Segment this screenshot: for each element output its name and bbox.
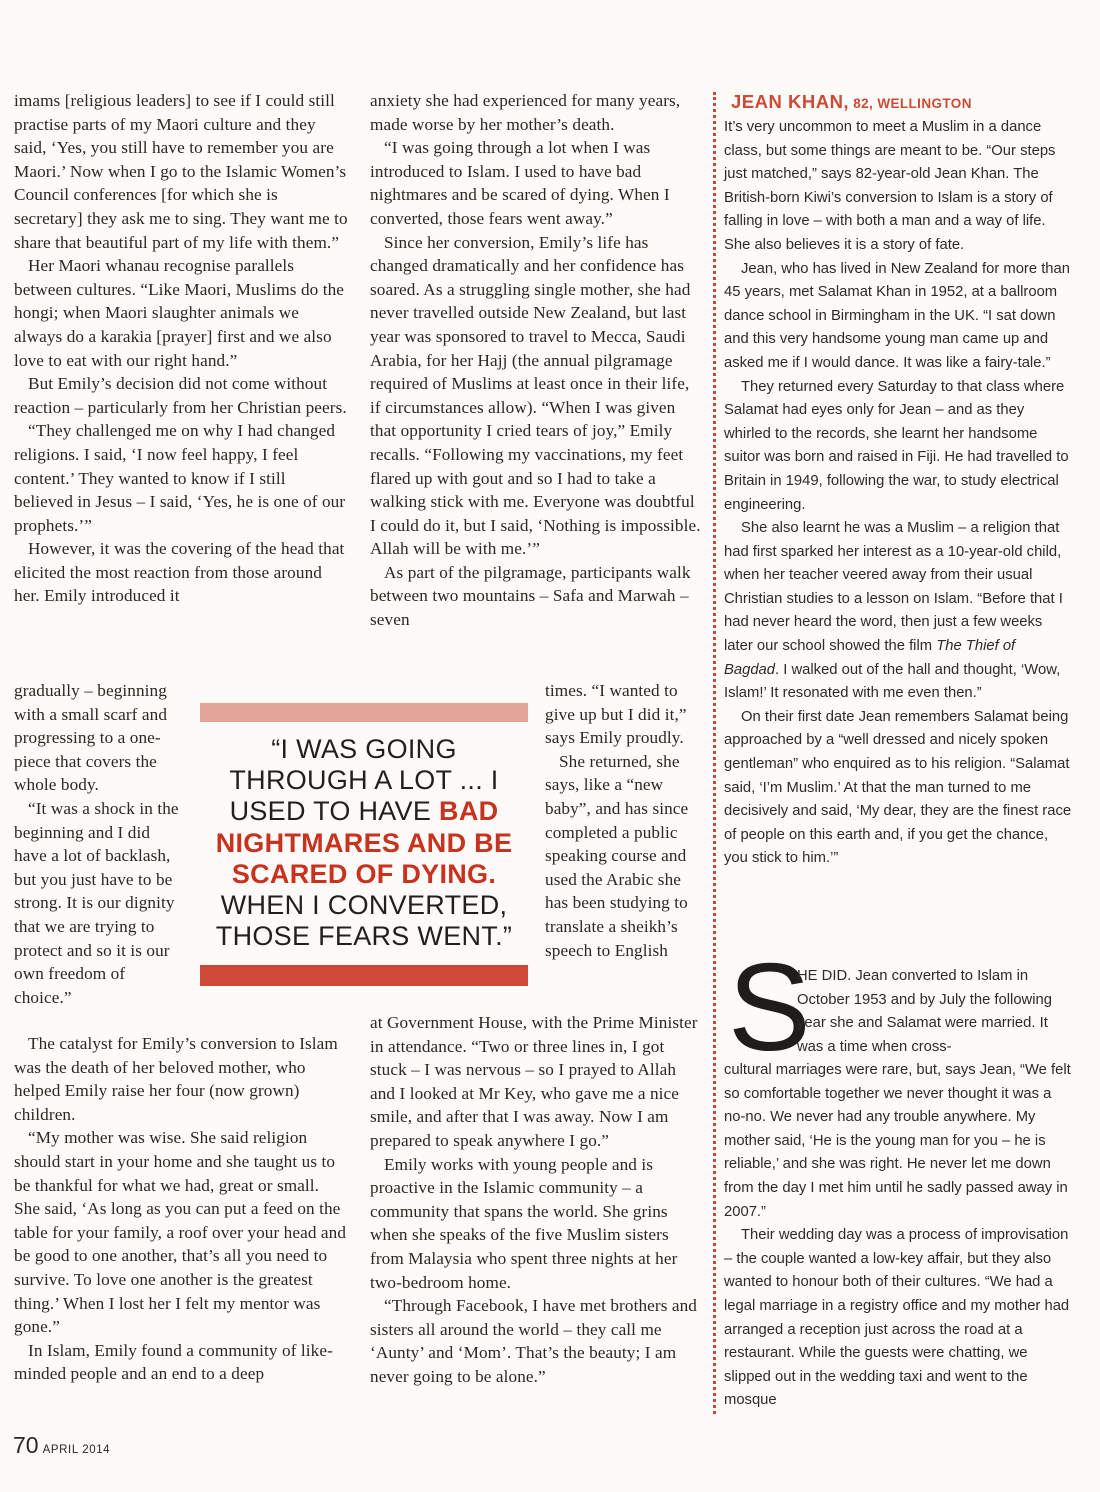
column-2-bottom bbox=[370, 1011, 702, 1389]
paragraph: “I was going through a lot when I was introduced to Islam. I used to have bad nightmares and be scared of dying. When I converted, those fears went away.” bbox=[370, 138, 670, 228]
page-footer bbox=[13, 1432, 110, 1459]
paragraph: HE DID. Jean converted to Islam in October 1953 and by July the following year she and Salamat were married. It was a time when cross- bbox=[797, 968, 1052, 1055]
heading-name: JEAN KHAN, bbox=[731, 91, 850, 112]
paragraph: Their wedding day was a process of improvisation – the couple wanted a low-key affair, but they also wanted to honour both of their cultures. “We had a legal marriage in a registry office and my mother had arranged a reception just across the road at a restaurant. While the guests were chatting, we slipped out in the wedding taxi and went to the mosque bbox=[724, 1227, 1070, 1409]
paragraph: “It was a shock in the beginning and I did have a lot of backlash, but you just have to be strong. It is our dignity that we are trying to protect and so it is our own freedom of choice.” bbox=[14, 798, 179, 1007]
paragraph-text: . I walked out of the hall and thought, ‘Wow, Islam!’ It resonated with me even then.” bbox=[724, 661, 1061, 702]
paragraph-text: She also learnt he was a Muslim – a religion that had first sparked her interest as a 10-year-old child, when her teacher veered away from their usual Christian studies to a lesson on Islam. “Before that I had never heard the word, then just a few weeks later our school showed the film bbox=[724, 520, 1063, 655]
pullquote-bar-top bbox=[200, 703, 528, 722]
paragraph: “Through Facebook, I have met brothers and sisters all around the world – they call me ‘Aunty’ and ‘Mom’. That’s the beauty; I am never going to be alone.” bbox=[370, 1296, 697, 1386]
page-number: 70 bbox=[13, 1432, 39, 1458]
paragraph: As part of the pilgramage, participants walk between two mountains – Safa and Marwah – seven bbox=[370, 562, 691, 630]
pullquote-bar-bottom bbox=[200, 965, 528, 986]
paragraph: “My mother was wise. She said religion should start in your home and she taught us to be thankful for what we had, great or small. She said, ‘As long as you can put a feed on the table for your family, a roof over your head and be good to one another, that’s all you need to survive. To love one another is the greatest thing.’ When I lost her I felt my mentor was gone.” bbox=[14, 1128, 347, 1337]
column-1-bottom bbox=[14, 1032, 348, 1386]
column-separator bbox=[713, 92, 716, 1414]
paragraph: The catalyst for Emily’s conversion to Islam was the death of her beloved mother, who helped Emily raise her four (now grown) children. bbox=[14, 1034, 338, 1124]
paragraph: “They challenged me on why I had changed religions. I said, ‘I now feel happy, I feel content.’ They wanted to know if I still believed in Jesus – I said, ‘Yes, he is one of our prophets.’” bbox=[14, 421, 346, 535]
paragraph: times. “I wanted to give up but I did it,” says Emily proudly. bbox=[545, 681, 687, 748]
paragraph: Jean, who has lived in New Zealand for more than 45 years, met Salamat Khan in 1952, at a ballroom dance school in Birmingham in the UK. “I sat down and this very handsome young man came up and asked me if I would dance. It was like a fairy-tale.” bbox=[724, 260, 1070, 371]
film-title: The Thief of Bagdad bbox=[724, 638, 1016, 678]
pullquote-highlight: BAD NIGHTMARES AND BE SCARED OF DYING. bbox=[215, 796, 513, 889]
heading-meta: 82, WELLINGTON bbox=[849, 96, 972, 111]
column-2-wrap bbox=[545, 679, 705, 962]
paragraph: She returned, she says, like a “new baby”, and has since completed a public speaking course and used the Arabic she has been studying to translate a sheikh’s speech to English bbox=[545, 751, 689, 960]
column-1-wrap bbox=[14, 679, 186, 1009]
paragraph: at Government House, with the Prime Minister in attendance. “Two or three lines in, I got stuck – I was nervous – so I prayed to Allah and I looked at Mr Key, who gave me a nice smile, and after that I was away. Now I am prepared to speak anywhere I go.” bbox=[370, 1013, 698, 1150]
section-heading bbox=[731, 91, 1071, 113]
paragraph: They returned every Saturday to that class where Salamat had eyes only for Jean – and as they whirled to the records, she learnt her handsome suitor was born and raised in Fiji. He had travelled to Britain in 1949, following the war, to study electrical engineering. bbox=[724, 378, 1069, 513]
paragraph: But Emily’s decision did not come without reaction – particularly from her Christian peers. bbox=[14, 374, 347, 417]
paragraph: It’s very uncommon to meet a Muslim in a dance class, but some things are meant to be. “Our steps just matched,” says 82-year-old Jean Khan. The British-born Kiwi’s conversion to Islam is a story of falling in love – with both a man and a way of life. She also believes it is a story of fate. bbox=[724, 119, 1056, 253]
paragraph: Since her conversion, Emily’s life has changed dramatically and her confidence has soared. As a struggling single mother, she had never travelled outside New Zealand, but last year was sponsored to travel to Mecca, Saudi Arabia, for her Hajj (the annual pilgramage required of Muslims at least once in their life, if circumstances allow). “When I was given that opportunity I cried tears of joy,” Emily recalls. “Following my vaccinations, my feet flared up with gout and so I had to take a walking stick with me. Everyone was doubtful I could do it, but I said, ‘Nothing is impossible. Allah will be with me.’” bbox=[370, 232, 701, 559]
paragraph: gradually – beginning with a small scarf and progressing to a one-piece that covers the whole body. bbox=[14, 681, 168, 795]
column-3-bottom bbox=[724, 1059, 1072, 1413]
issue-date: APRIL 2014 bbox=[42, 1444, 111, 1456]
paragraph: anxiety she had experienced for many years, made worse by her mother’s death. bbox=[370, 91, 681, 134]
paragraph: Emily works with young people and is proactive in the Islamic community – a community that spans the world. She grins when she speaks of the five Muslim sisters from Malaysia who spent three nights at her two-bedroom home. bbox=[370, 1154, 678, 1292]
paragraph: In Islam, Emily found a community of like-minded people and an end to a deep bbox=[14, 1340, 333, 1384]
pullquote-text: WHEN I CONVERTED, THOSE FEARS WENT.” bbox=[215, 890, 513, 952]
column-1-top bbox=[14, 89, 348, 608]
paragraph: cultural marriages were rare, but, says Jean, “We felt so comfortable together we never thought it was a no-no. We never had any trouble anywhere. My mother said, ‘He is the young man for you – he is reliable,’ and she was right. He never let me down from the day I met him until he sadly passed away in 2007.” bbox=[724, 1062, 1071, 1220]
column-3-top bbox=[724, 116, 1072, 871]
paragraph: However, it was the covering of the head that elicited the most reaction from those around her. Emily introduced it bbox=[14, 539, 345, 606]
drop-cap: S bbox=[728, 939, 811, 1077]
pullquote bbox=[200, 734, 528, 952]
column-3-dropcap-text bbox=[797, 965, 1072, 1059]
paragraph: On their first date Jean remembers Salamat being approached by a “well dressed and nicely spoken gentleman” who enquired as to his religion. “Salamat said, ‘I’m Muslim.’ At that the man turned to me decisively and said, ‘My dear, they are the finest race of people on this earth and, if you get the chance, you stick to him.’” bbox=[724, 708, 1072, 867]
paragraph: imams [religious leaders] to see if I could still practise parts of my Maori culture and they said, ‘Yes, you still have to remember you are Maori.’ Now when I go to the Islamic Women’s Council conferences [for which she is secretary] they ask me to sing. They want me to share that beautiful part of my life with them.” bbox=[14, 91, 348, 252]
paragraph: Her Maori whanau recognise parallels between cultures. “Like Maori, Muslims do the hongi; when Maori slaughter animals we always do a karakia [prayer] first and we also love to eat with our right hand.” bbox=[14, 256, 345, 370]
pullquote-text: “I WAS GOING THROUGH A LOT ... I USED TO HAVE bbox=[229, 734, 499, 827]
paragraph bbox=[724, 517, 1072, 706]
column-2-top bbox=[370, 89, 702, 632]
